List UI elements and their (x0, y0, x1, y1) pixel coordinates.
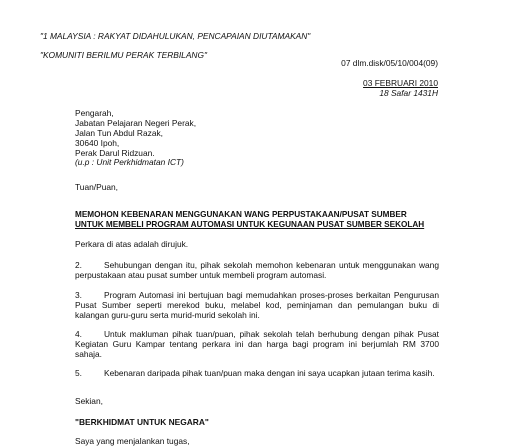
recipient-line: Pengarah, (75, 108, 114, 118)
closing-sign-off: Saya yang menjalankan tugas, (75, 436, 190, 446)
recipient-line: Jalan Tun Abdul Razak, (75, 128, 163, 138)
subject-line-2: UNTUK MEMBELI PROGRAM AUTOMASI UNTUK KEGUNAAN PUSAT SUMBER SEKOLAH (75, 220, 425, 229)
subject-line-1: MEMOHON KEBENARAN MENGGUNAKAN WANG PERPUSTAKAAN/PUSAT SUMBER (75, 210, 407, 219)
paragraph-number: 3. (75, 290, 82, 300)
salutation: Tuan/Puan, (75, 182, 118, 192)
paragraph-number: 4. (75, 329, 82, 339)
hijri-date: 18 Safar 1431H (379, 88, 438, 98)
closing-sekian: Sekian, (75, 396, 103, 406)
paragraph-line: Kegiatan Guru Kampar tentang perkara ini dan harga bagi program ini berjumlah RM 3700 (75, 339, 439, 349)
reference-number: 07 dlm.disk/05/10/004(09) (341, 58, 438, 68)
paragraph-number: 5. (75, 368, 82, 378)
intro-paragraph: Perkara di atas adalah dirujuk. (75, 239, 189, 249)
closing-slogan: "BERKHIDMAT UNTUK NEGARA" (75, 417, 209, 427)
motto-1malaysia: "1 MALAYSIA : RAKYAT DIDAHULUKAN, PENCAPAIAN DIUTAMAKAN" (40, 31, 311, 41)
paragraph-line: sahaja. (75, 349, 103, 359)
recipient-line: Jabatan Pelajaran Negeri Perak, (75, 118, 197, 128)
paragraph-line: Sehubungan dengan itu, pihak sekolah memohon kebenaran untuk menggunakan wang (104, 260, 439, 270)
paragraph-line: Program Automasi ini bertujuan bagi memudahkan proses-proses berkaitan Pengurusan (104, 290, 439, 300)
paragraph-number: 2. (75, 260, 82, 270)
paragraph-line: Kebenaran daripada pihak tuan/puan maka dengan ini saya ucapkan jutaan terima kasih. (104, 368, 435, 378)
recipient-line: Perak Darul Ridzuan. (75, 148, 155, 158)
motto-komuniti: "KOMUNITI BERILMU PERAK TERBILANG" (40, 50, 207, 60)
paragraph-line: Untuk makluman pihak tuan/puan, pihak sekolah telah berhubung dengan pihak Pusat (104, 329, 439, 339)
paragraph-line: perpustakaan atau pusat sumber untuk membeli program automasi. (75, 270, 327, 280)
paragraph-line: kalangan guru-guru serta murid-murid sekolah ini. (75, 310, 260, 320)
recipient-attention: (u.p : Unit Perkhidmatan ICT) (75, 157, 184, 167)
recipient-line: 30640 Ipoh, (75, 138, 120, 148)
letter-date: 03 FEBRUARI 2010 (363, 78, 438, 88)
paragraph-line: Pusat Sumber seperti merekod buku, melabel kod, peminjaman dan pemulangan buku di (75, 300, 439, 310)
